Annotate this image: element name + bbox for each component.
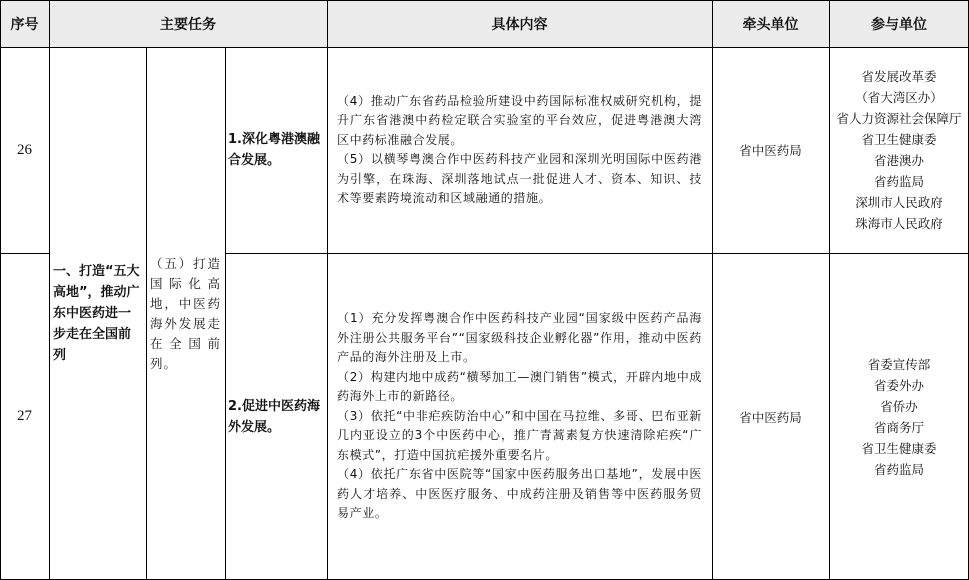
participant-unit: 省委宣传部 bbox=[867, 356, 931, 372]
row-27-content-item: （4）依托广东省中医院等“国家中医药服务出口基地”，发展中医药人才培养、中医医疗服务、中成药注册及销售等中医药服务贸易产业。 bbox=[337, 467, 702, 521]
col-divider-task bbox=[327, 0, 328, 580]
row-27-lead-unit: 省中医药局 bbox=[739, 409, 802, 425]
border-top bbox=[0, 0, 969, 1]
col-divider-lead bbox=[829, 0, 830, 580]
header-task: 主要任务 bbox=[49, 0, 327, 47]
row-26-participants bbox=[829, 47, 969, 253]
header-content: 具体内容 bbox=[327, 0, 712, 47]
participant-unit: 省卫生健康委 bbox=[861, 440, 937, 456]
row-27-content bbox=[327, 253, 712, 580]
participant-unit: 省卫生健康委 bbox=[861, 132, 937, 147]
participant-unit: 省港澳办 bbox=[873, 153, 924, 168]
task-level1: 一、打造“五大高地”，推动广东中医药进一步走在全国前列 bbox=[53, 264, 140, 363]
row-27-content-item: （1）充分发挥粤澳合作中医药科技产业园“国家级中医药产品海外注册公共服务平台”“国家级科技企业孵化器”作用，推动中医药产品的海外注册及上市。 bbox=[337, 311, 702, 365]
col-divider-task1 bbox=[146, 47, 147, 580]
row-26-content-item: （4）推动广东省药品检验所建设中药国际标准权威研究机构，提升广东省港澳中药检定联合实验室的平台效应，促进粤港澳大湾区中药标准融合发展。 bbox=[337, 93, 702, 147]
row-26-content-item: （5）以横琴粤澳合作中医药科技产业园和深圳光明国际中医药港为引擎，在珠海、深圳落地试点一批促进人才、资本、知识、技术等要素跨境流动和区域融通的措施。 bbox=[337, 152, 702, 205]
header-lead-unit: 牵头单位 bbox=[712, 0, 829, 47]
row-26-seq: 26 bbox=[17, 141, 32, 158]
row-26-content bbox=[327, 47, 712, 253]
row-26-subtask: 1.深化粤港澳融合发展。 bbox=[228, 132, 320, 168]
participant-unit: 省药监局 bbox=[873, 174, 924, 189]
participant-unit: 省侨办 bbox=[880, 398, 918, 414]
row-27-content-item: （3）依托“中非疟疾防治中心”和中国在马拉维、多哥、巴布亚新几内亚设立的3个中医药中心，推广青蒿素复方快速清除疟疾“广东模式”，打造中国抗疟援外重要名片。 bbox=[337, 408, 702, 462]
row-divider-seq bbox=[0, 253, 49, 254]
header-participant-units: 参与单位 bbox=[829, 0, 969, 47]
participant-unit: 省商务厅 bbox=[873, 419, 924, 435]
participant-unit: 省药监局 bbox=[873, 461, 924, 477]
row-26-lead-unit: 省中医药局 bbox=[739, 143, 802, 158]
row-27-seq: 27 bbox=[17, 408, 32, 424]
participant-unit: 省人力资源社会保障厅 bbox=[836, 111, 962, 126]
participant-unit: 深圳市人民政府 bbox=[855, 195, 943, 210]
row-27-subtask: 2.促进中医药海外发展。 bbox=[228, 398, 320, 435]
row-27-participants bbox=[829, 253, 969, 580]
col-divider-task2 bbox=[225, 47, 226, 580]
col-divider-seq bbox=[49, 0, 50, 580]
task-level2: （五）打造国际化高地，中医药海外发展走在全国前列。 bbox=[150, 255, 221, 371]
participant-unit: （省大湾区办） bbox=[855, 90, 943, 105]
row-27-content-item: （2）构建内地中成药“横琴加工—澳门销售”模式，开辟内地中成药海外上市的新路径。 bbox=[337, 369, 702, 404]
border-left bbox=[0, 0, 1, 580]
row-divider-main bbox=[225, 253, 969, 254]
participant-unit: 珠海市人民政府 bbox=[855, 216, 943, 231]
col-divider-content bbox=[712, 0, 713, 580]
header-seq: 序号 bbox=[0, 0, 49, 47]
participant-unit: 省发展改革委 bbox=[861, 69, 937, 84]
participant-unit: 省委外办 bbox=[873, 377, 924, 393]
